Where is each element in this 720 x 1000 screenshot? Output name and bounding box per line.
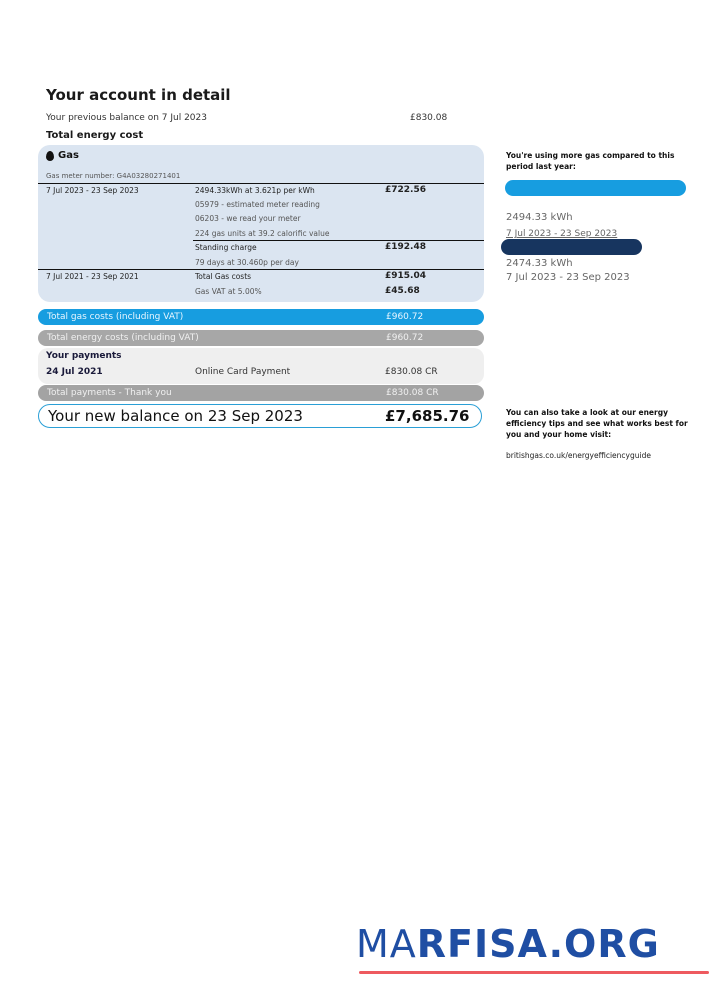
payment-date: 24 Jul 2021 [46,367,103,377]
watermark-part3: .ORG [548,922,660,966]
period1-dates: 7 Jul 2023 - 23 Sep 2023 [46,186,139,195]
efficiency-link[interactable]: britishgas.co.uk/energyefficiencyguide [506,451,651,460]
divider [38,183,484,184]
gas-meter-number: Gas meter number: G4A03280271401 [46,172,181,180]
new-balance-amount: £7,685.76 [385,407,470,425]
total-energy-incl-vat-label: Total energy costs (including VAT) [47,333,199,343]
divider [38,269,484,270]
flame-drop-icon [46,151,54,161]
watermark-part2: RFISA [416,922,549,966]
usage-amount: £722.56 [385,185,426,195]
total-payments-label: Total payments - Thank you [47,388,172,398]
usage-line: 2494.33kWh at 3.621p per kWh [195,186,315,195]
new-balance-box [38,404,482,428]
standing-charge-label: Standing charge [195,243,257,252]
total-energy-cost-heading: Total energy cost [46,130,144,141]
payments-heading: Your payments [46,351,122,361]
total-payments-bar [38,385,484,401]
period2-dates: 7 Jul 2021 - 23 Sep 2021 [46,272,139,281]
watermark-logo [356,922,660,966]
gas-heading [46,150,79,161]
total-payments-amount: £830.08 CR [386,388,439,398]
comparison-intro: You're using more gas compared to this period last year: [506,151,675,171]
payment-method: Online Card Payment [195,367,291,377]
current-usage-period: 7 Jul 2023 - 23 Sep 2023 [506,229,618,239]
previous-balance-amount: £830.08 [410,113,448,123]
efficiency-text: You can also take a look at our energy efficiency tips and see what works best for you and your home visit: [506,408,688,439]
gas-vat-label: Gas VAT at 5.00% [195,287,262,296]
total-gas-costs-label: Total Gas costs [195,272,252,281]
current-usage-kwh: 2494.33 kWh [506,212,573,223]
gas-vat-amount: £45.68 [385,286,420,296]
total-gas-incl-vat-label: Total gas costs (including VAT) [47,312,184,322]
meter-reading-estimated: 05979 - estimated meter reading [195,200,320,209]
page-title: Your account in detail [46,86,231,104]
standing-charge-detail: 79 days at 30.460p per day [195,258,299,267]
meter-reading-actual: 06203 - we read your meter [195,214,301,223]
gas-units-line: 224 gas units at 39.2 calorific value [195,229,330,238]
previous-balance-label: Your previous balance on 7 Jul 2023 [46,113,207,123]
watermark-underline [359,971,709,974]
divider [193,240,484,241]
payment-amount: £830.08 CR [385,367,438,377]
watermark-part1: MA [356,922,417,966]
gas-label: Gas [58,150,79,161]
new-balance-label: Your new balance on 23 Sep 2023 [48,407,303,425]
total-energy-incl-vat-amount: £960.72 [386,333,424,343]
previous-usage-bar [501,239,642,255]
previous-usage-kwh: 2474.33 kWh [506,258,573,269]
total-gas-incl-vat-amount: £960.72 [386,312,424,322]
standing-charge-amount: £192.48 [385,242,426,252]
total-energy-costs-bar [38,330,484,346]
previous-usage-period: 7 Jul 2023 - 23 Sep 2023 [506,272,630,283]
total-gas-costs-bar [38,309,484,325]
total-gas-costs-amount: £915.04 [385,271,426,281]
current-usage-bar [505,180,686,196]
